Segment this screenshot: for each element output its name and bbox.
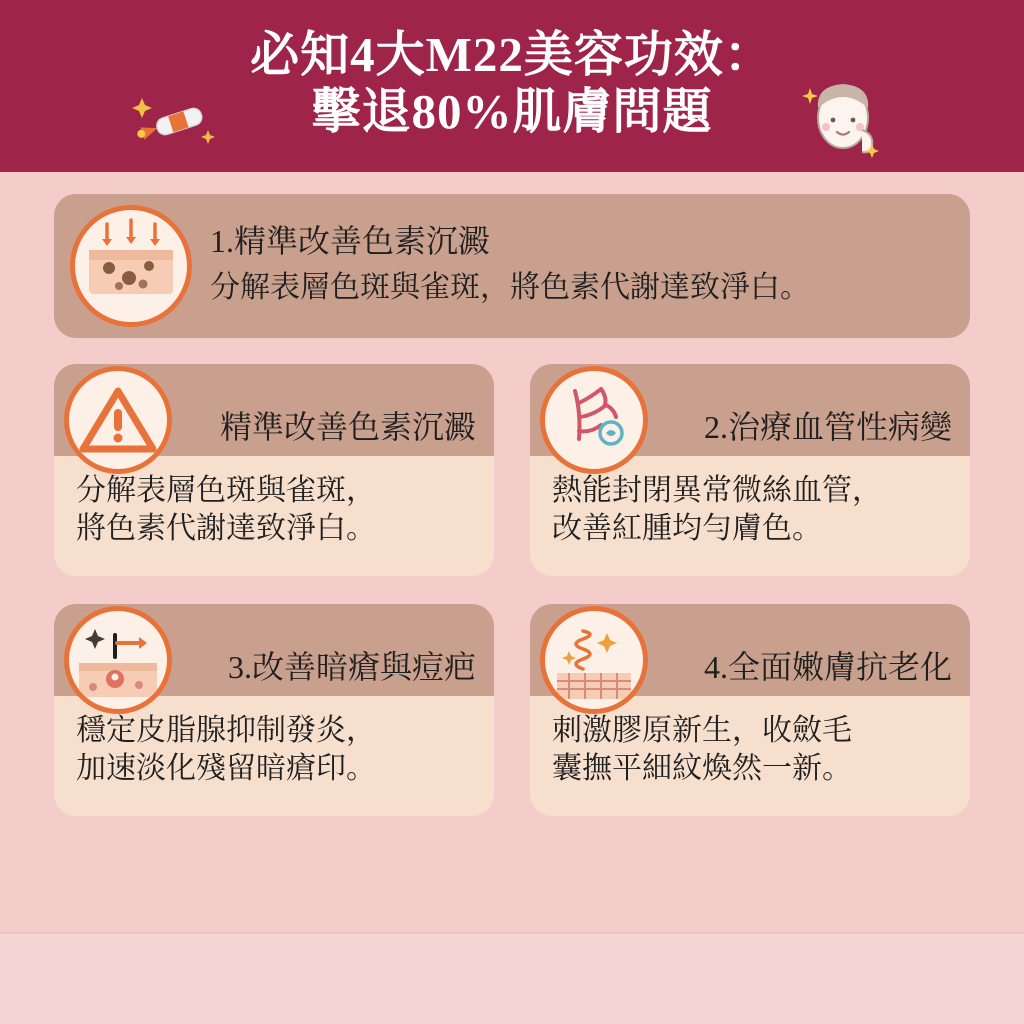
feature-grid — [54, 364, 970, 816]
feature-card-2-body-line1: 熱能封閉異常微絲血管， — [552, 474, 882, 507]
feature-card-3-body-line1: 穩定皮脂腺抑制發炎， — [76, 714, 376, 747]
feature-card-3-body-line2: 加速淡化殘留暗瘡印。 — [76, 752, 376, 786]
poster-header — [0, 0, 1024, 172]
feature-card-2-title: 2.治療血管性病變 — [703, 409, 952, 445]
feature-card-4-title: 4.全面嫩膚抗老化 — [703, 649, 952, 685]
feature-card-3 — [54, 604, 494, 816]
blood-vessel-icon — [540, 366, 648, 474]
header-title-line2: 擊退80%肌膚問題 — [311, 84, 713, 139]
acne-skin-icon — [64, 606, 172, 714]
feature-top-body: 分解表層色斑與雀斑，將色素代謝達致淨白。 — [210, 271, 810, 304]
feature-card-1-head — [54, 364, 494, 456]
footer-strip — [0, 932, 1024, 1024]
collagen-skin-icon — [540, 606, 648, 714]
feature-card-1-body-line2: 將色素代謝達致淨白。 — [76, 512, 376, 546]
feature-card-4-body-line2: 囊撫平細紋煥然一新。 — [552, 752, 852, 786]
feature-card-3-head — [54, 604, 494, 696]
feature-card-1-title: 精準改善色素沉澱 — [219, 409, 476, 445]
feature-top-title: 1.精準改善色素沉澱 — [210, 223, 491, 259]
feature-card-4-head — [530, 604, 970, 696]
laser-wand-icon — [130, 92, 222, 150]
facial-care-icon — [802, 78, 884, 164]
header-text-block — [250, 29, 774, 143]
feature-card-2 — [530, 364, 970, 576]
feature-card-3-title: 3.改善暗瘡與痘疤 — [227, 649, 476, 685]
feature-card-4 — [530, 604, 970, 816]
feature-card-2-head — [530, 364, 970, 456]
feature-card-4-body-line1: 刺激膠原新生，收斂毛 — [552, 714, 852, 747]
warning-triangle-icon — [64, 366, 172, 474]
header-title-line1: 必知4大M22美容功效： — [250, 27, 774, 83]
feature-card-1 — [54, 364, 494, 576]
feature-card-2-body-line2: 改善紅腫均勻膚色。 — [552, 512, 822, 546]
feature-card-top — [54, 194, 970, 338]
poster-content — [0, 172, 1024, 816]
pigmentation-skin-icon — [70, 205, 192, 327]
feature-card-1-body-line1: 分解表層色斑與雀斑， — [76, 474, 376, 507]
